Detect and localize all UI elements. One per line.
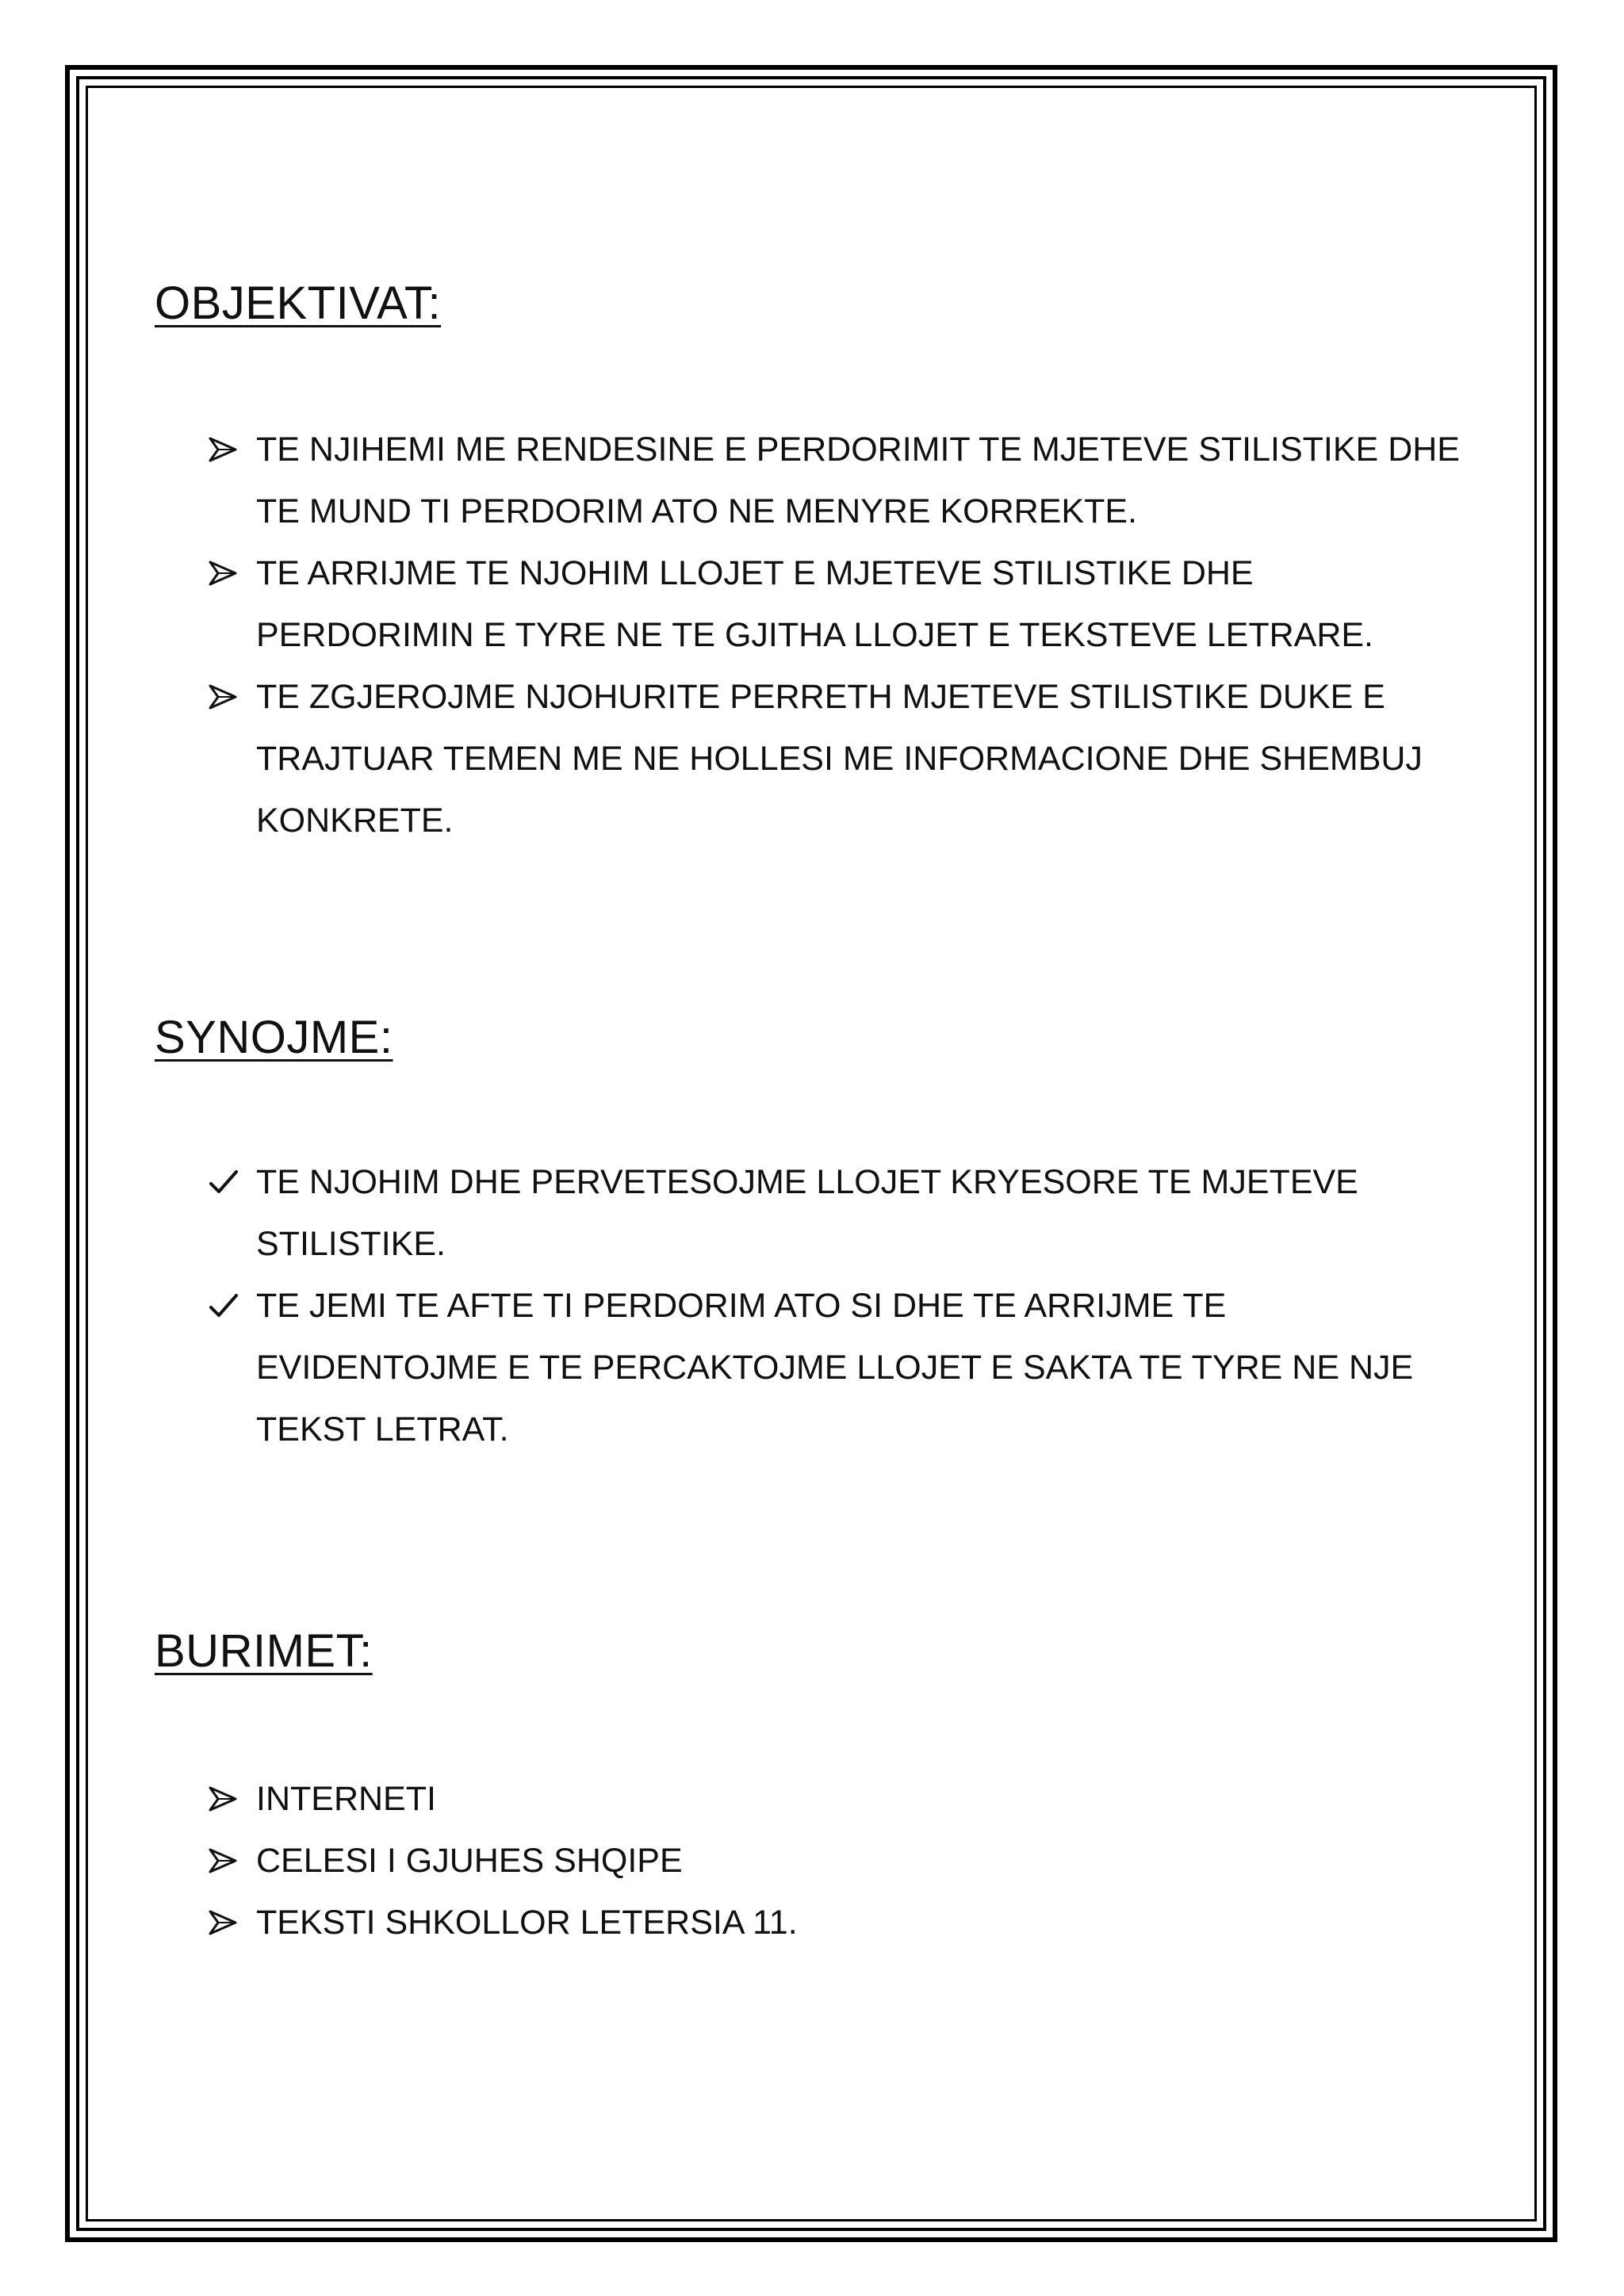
section-burimet	[155, 1624, 1471, 1942]
list-item	[209, 1892, 1477, 1954]
arrowhead-bullet-icon	[209, 419, 248, 480]
list-item	[209, 1768, 1477, 1830]
arrowhead-bullet-icon	[209, 1830, 248, 1892]
list-item-text: INTERNETI	[256, 1780, 436, 1818]
section-title: OBJEKTIVAT:	[155, 277, 442, 329]
list-item	[209, 419, 1477, 542]
list-item-text: TE ZGJEROJME NJOHURITE PERRETH MJETEVE STILISTIKE DUKE E TRAJTUAR TEMEN ME NE HOLLESI ME INFORMACIONE DHE SHEMBUJ KONKRETE.	[256, 678, 1423, 840]
list-item	[209, 542, 1477, 666]
list-item-text: TE ARRIJME TE NJOHIM LLOJET E MJETEVE STILISTIKE DHE PERDORIMIN E TYRE NE TE GJITHA LLOJET E TEKSTEVE LETRARE.	[256, 554, 1374, 654]
checkmark-bullet-icon	[209, 1151, 248, 1213]
arrowhead-bullet-icon	[209, 1768, 248, 1830]
list-item	[209, 1151, 1477, 1275]
checkmark-bullet-icon	[209, 1275, 248, 1337]
section-title: BURIMET:	[155, 1625, 373, 1677]
arrowhead-bullet-icon	[209, 542, 248, 604]
list-item-text: TEKSTI SHKOLLOR LETERSIA 11.	[256, 1904, 798, 1942]
list-item-text: TE NJIHEMI ME RENDESINE E PERDORIMIT TE MJETEVE STILISTIKE DHE TE MUND TI PERDORIM ATO NE MENYRE KORREKTE.	[256, 430, 1460, 530]
section-title: SYNOJME:	[155, 1012, 393, 1063]
arrowhead-bullet-icon	[209, 666, 248, 728]
list-item	[209, 1830, 1477, 1892]
list-item-text: TE JEMI TE AFTE TI PERDORIM ATO SI DHE TE ARRIJME TE EVIDENTOJME E TE PERCAKTOJME LLOJET E SAKTA TE TYRE NE NJE TEKST LETRAT.	[256, 1287, 1414, 1448]
list-item-text: TE NJOHIM DHE PERVETESOJME LLOJET KRYESORE TE MJETEVE STILISTIKE.	[256, 1163, 1358, 1263]
section-synojme	[155, 1010, 1471, 1448]
objectives-list	[209, 419, 1477, 851]
list-item	[209, 666, 1477, 851]
section-objektivat	[155, 276, 1471, 840]
sources-list	[209, 1768, 1477, 1954]
list-item	[209, 1275, 1477, 1460]
arrowhead-bullet-icon	[209, 1892, 248, 1954]
aims-list	[209, 1151, 1477, 1460]
list-item-text: CELESI I GJUHES SHQIPE	[256, 1842, 683, 1880]
